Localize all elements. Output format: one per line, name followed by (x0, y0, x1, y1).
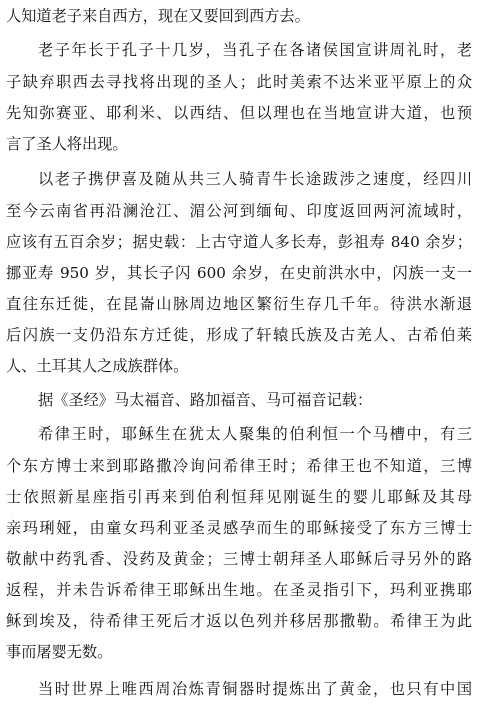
text-line: 人、土耳其人之成族群体。 (6, 357, 189, 375)
text-line: 以老子携伊喜及随从共三人骑青牛长途跋涉之速度，经四川 (38, 170, 472, 188)
text-line: 个东方博士来到耶路撒冷询问希律王时；希律王也不知道，三博 (6, 457, 472, 475)
text-line: 据《圣经》马太福音、路加福音、马可福音记载： (38, 391, 373, 409)
text-line: 老子年长于孔子十几岁，当孔子在各诸侯国宣讲周礼时，老 (38, 41, 472, 59)
text-line: 士依照新星座指引再来到伯利恒拜见刚诞生的婴儿耶稣及其母 (6, 488, 472, 506)
text-line: 先知弥赛亚、耶利米、以西结、但以理也在当地宣讲大道，也预 (6, 104, 472, 122)
text-line: 后闪族一支仍沿东方迁徙，形成了轩辕氏族及古羌人、古希伯莱 (6, 326, 472, 344)
text-line: 希律王时，耶稣生在犹太人聚集的伯利恒一个马槽中，有三 (38, 425, 472, 443)
text-line: 挪亚寿 950 岁，其长子闪 600 余岁，在史前洪水中，闪族一支一 (6, 264, 472, 282)
text-line: 稣到埃及，待希律王死后才返以色列并移居那撒勒。希律王为此 (6, 612, 472, 630)
text-line: 事而屠婴无数。 (6, 643, 113, 661)
text-line: 当时世界上唯西周冶炼青铜器时提炼出了黄金，也只有中国 (38, 680, 472, 698)
text-line: 返程，并未告诉希律王耶稣出生地。在圣灵指引下，玛利亚携耶 (6, 581, 472, 599)
text-line: 应该有五百余岁；据史载：上古守道人多长寿，彭祖寿 840 余岁； (6, 233, 472, 251)
text-line: 人知道老子来自西方，现在又要回到西方去。 (6, 7, 310, 25)
text-line: 亲玛琍娅，由童女玛利亚圣灵感孕而生的耶稣接受了东方三博士 (6, 519, 472, 537)
text-line: 子缺弃职西去寻找将出现的圣人；此时美索不达米亚平原上的众 (6, 73, 472, 91)
text-line: 言了圣人将出现。 (6, 135, 128, 153)
text-line: 直往东迁徙，在昆崙山脉周边地区繁衍生存几千年。待洪水渐退 (6, 295, 472, 313)
text-line: 敬献中药乳香、没药及黄金；三博士朝拜圣人耶稣后寻另外的路 (6, 550, 472, 568)
text-line: 至今云南省再沿澜沧江、湄公河到缅甸、印度返回两河流域时， (6, 202, 472, 220)
